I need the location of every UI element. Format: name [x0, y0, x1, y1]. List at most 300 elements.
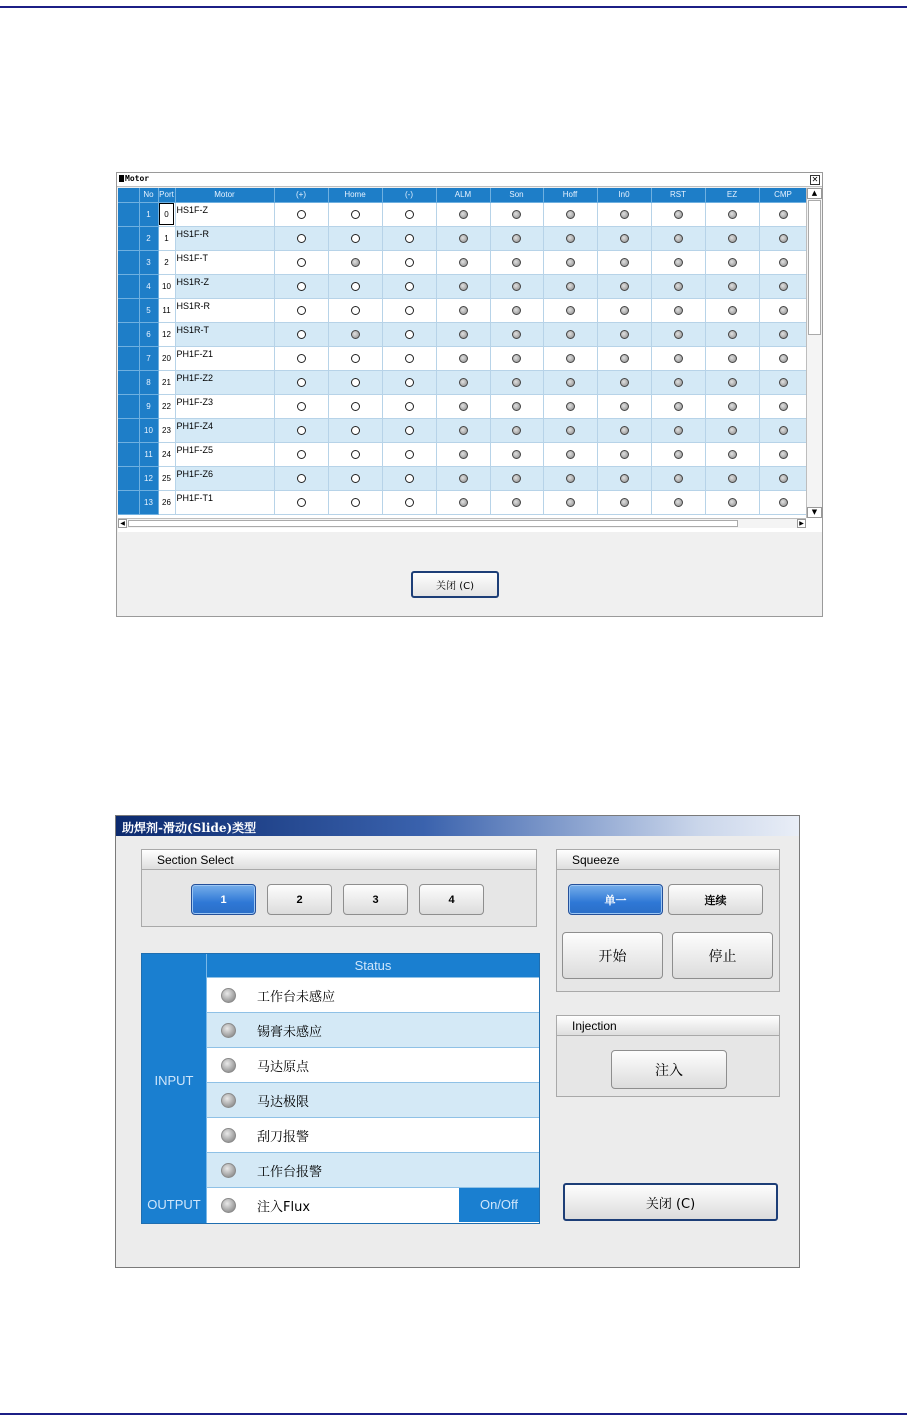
signal-indicator-icon [512, 402, 521, 411]
port-cell[interactable]: 10 [158, 274, 175, 298]
signal-indicator-icon [512, 498, 521, 507]
h-scroll-thumb[interactable] [128, 520, 738, 527]
signal-indicator-icon [297, 210, 306, 219]
signal-indicator-icon [512, 474, 521, 483]
signal-indicator-icon [779, 474, 788, 483]
port-cell[interactable]: 0 [158, 202, 175, 226]
signal-indicator-icon [297, 282, 306, 291]
signal-indicator-icon [620, 498, 629, 507]
signal-indicator-icon [297, 258, 306, 267]
signal-cell [543, 274, 597, 298]
signal-indicator-icon [779, 426, 788, 435]
signal-indicator-icon [297, 426, 306, 435]
signal-cell [436, 466, 490, 490]
motor-name-cell[interactable]: PH1F-Z4 [175, 418, 274, 442]
section-3-button[interactable]: 3 [343, 884, 408, 915]
signal-cell [651, 202, 705, 226]
signal-indicator-icon [405, 210, 414, 219]
signal-indicator-icon [405, 354, 414, 363]
row-number: 9 [139, 394, 158, 418]
signal-cell [490, 466, 543, 490]
signal-indicator-icon [674, 282, 683, 291]
column-header[interactable]: (+) [274, 188, 328, 202]
row-number: 11 [139, 442, 158, 466]
signal-cell [543, 466, 597, 490]
row-number: 1 [139, 202, 158, 226]
signal-indicator-icon [566, 450, 575, 459]
table-row[interactable] [118, 274, 807, 298]
signal-cell [543, 418, 597, 442]
motor-name-cell[interactable]: HS1R-T [175, 322, 274, 346]
output-row [206, 1187, 539, 1223]
signal-cell [274, 466, 328, 490]
signal-cell [705, 346, 759, 370]
row-selector[interactable] [118, 226, 139, 250]
status-text: 马达原点 [257, 1059, 310, 1075]
squeeze-start-button[interactable]: 开始 [562, 932, 663, 979]
table-row[interactable] [118, 322, 807, 346]
onoff-button[interactable]: On/Off [459, 1188, 539, 1222]
motor-name-cell[interactable]: HS1F-R [175, 226, 274, 250]
signal-indicator-icon [351, 450, 360, 459]
status-text: 马达极限 [257, 1094, 310, 1110]
signal-indicator-icon [620, 402, 629, 411]
signal-cell [490, 202, 543, 226]
signal-indicator-icon [620, 258, 629, 267]
signal-cell [651, 370, 705, 394]
table-row[interactable] [118, 298, 807, 322]
signal-indicator-icon [512, 426, 521, 435]
row-selector[interactable] [118, 202, 139, 226]
signal-cell [382, 274, 436, 298]
row-selector[interactable] [118, 298, 139, 322]
signal-indicator-icon [405, 450, 414, 459]
section-1-button[interactable]: 1 [191, 884, 256, 915]
signal-cell [759, 274, 807, 298]
signal-cell [328, 274, 382, 298]
signal-indicator-icon [779, 210, 788, 219]
signal-cell [597, 226, 651, 250]
signal-cell [759, 226, 807, 250]
signal-cell [705, 466, 759, 490]
bottom-rule [0, 1413, 907, 1415]
scroll-up-icon[interactable]: ▲ [807, 188, 822, 199]
signal-cell [328, 466, 382, 490]
status-text: 锡膏未感应 [257, 1024, 323, 1040]
signal-cell [274, 202, 328, 226]
table-row[interactable] [118, 490, 807, 514]
signal-indicator-icon [779, 258, 788, 267]
signal-indicator-icon [512, 234, 521, 243]
signal-cell [382, 298, 436, 322]
squeeze-stop-button[interactable]: 停止 [672, 932, 773, 979]
signal-cell [651, 346, 705, 370]
motor-name-cell[interactable]: HS1R-R [175, 298, 274, 322]
table-row[interactable] [118, 226, 807, 250]
motor-name-cell[interactable]: HS1R-Z [175, 274, 274, 298]
signal-indicator-icon [566, 498, 575, 507]
signal-indicator-icon [459, 234, 468, 243]
signal-indicator-icon [297, 330, 306, 339]
signal-cell [274, 394, 328, 418]
motor-name-cell[interactable]: PH1F-Z2 [175, 370, 274, 394]
signal-indicator-icon [459, 282, 468, 291]
signal-cell [651, 322, 705, 346]
signal-indicator-icon [459, 306, 468, 315]
signal-indicator-icon [351, 306, 360, 315]
signal-cell [597, 442, 651, 466]
row-number: 8 [139, 370, 158, 394]
status-led [221, 988, 236, 1003]
row-selector[interactable] [118, 250, 139, 274]
signal-indicator-icon [674, 210, 683, 219]
motor-title-bar [117, 173, 822, 187]
signal-cell [597, 466, 651, 490]
signal-indicator-icon [405, 282, 414, 291]
signal-cell [490, 250, 543, 274]
signal-indicator-icon [728, 498, 737, 507]
signal-cell [382, 250, 436, 274]
signal-cell [597, 274, 651, 298]
signal-cell [382, 370, 436, 394]
signal-indicator-icon [620, 354, 629, 363]
signal-indicator-icon [512, 258, 521, 267]
signal-cell [274, 226, 328, 250]
signal-cell [543, 298, 597, 322]
signal-indicator-icon [459, 426, 468, 435]
inject-button[interactable]: 注入 [611, 1050, 727, 1089]
signal-indicator-icon [674, 306, 683, 315]
vertical-scrollbar[interactable] [806, 188, 822, 518]
signal-cell [274, 274, 328, 298]
squeeze-single-button[interactable]: 单一 [568, 884, 663, 915]
signal-indicator-icon [620, 234, 629, 243]
table-row[interactable] [118, 442, 807, 466]
signal-cell [705, 202, 759, 226]
column-header[interactable]: (-) [382, 188, 436, 202]
signal-indicator-icon [728, 354, 737, 363]
column-header[interactable]: No [139, 188, 158, 202]
signal-cell [759, 250, 807, 274]
flux-window [115, 815, 800, 1268]
signal-cell [705, 250, 759, 274]
signal-indicator-icon [512, 354, 521, 363]
signal-indicator-icon [728, 402, 737, 411]
signal-cell [705, 298, 759, 322]
column-header[interactable]: EZ [705, 188, 759, 202]
signal-cell [328, 394, 382, 418]
signal-cell [759, 202, 807, 226]
row-selector[interactable] [118, 370, 139, 394]
output-led [221, 1198, 236, 1213]
signal-indicator-icon [459, 474, 468, 483]
signal-cell [382, 418, 436, 442]
signal-indicator-icon [297, 306, 306, 315]
port-cell[interactable]: 23 [158, 418, 175, 442]
port-cell[interactable]: 11 [158, 298, 175, 322]
signal-cell [436, 490, 490, 514]
signal-cell [274, 298, 328, 322]
signal-cell [490, 490, 543, 514]
port-cell[interactable]: 25 [158, 466, 175, 490]
signal-indicator-icon [674, 474, 683, 483]
flux-title-bar: 助焊剂-滑动(Slide)类型 [116, 816, 799, 836]
column-header[interactable]: ALM [436, 188, 490, 202]
signal-cell [705, 274, 759, 298]
table-row[interactable] [118, 418, 807, 442]
row-number: 7 [139, 346, 158, 370]
signal-cell [490, 442, 543, 466]
signal-cell [436, 322, 490, 346]
table-row[interactable] [118, 466, 807, 490]
status-led [221, 1128, 236, 1143]
signal-indicator-icon [405, 258, 414, 267]
column-header[interactable]: Motor [175, 188, 274, 202]
signal-indicator-icon [459, 450, 468, 459]
squeeze-group [556, 849, 780, 992]
signal-cell [382, 346, 436, 370]
signal-cell [436, 202, 490, 226]
signal-cell [490, 274, 543, 298]
signal-indicator-icon [351, 402, 360, 411]
row-selector[interactable] [118, 394, 139, 418]
signal-cell [597, 490, 651, 514]
signal-cell [759, 394, 807, 418]
signal-indicator-icon [405, 402, 414, 411]
row-selector[interactable] [118, 442, 139, 466]
squeeze-continuous-button[interactable]: 连续 [668, 884, 763, 915]
signal-cell [274, 370, 328, 394]
signal-cell [705, 370, 759, 394]
signal-cell [328, 346, 382, 370]
column-header[interactable]: In0 [597, 188, 651, 202]
motor-name-cell[interactable]: HS1F-Z [175, 202, 274, 226]
signal-indicator-icon [779, 306, 788, 315]
signal-cell [759, 298, 807, 322]
signal-cell [274, 442, 328, 466]
column-header[interactable]: RST [651, 188, 705, 202]
signal-cell [543, 370, 597, 394]
signal-cell [436, 226, 490, 250]
signal-cell [651, 466, 705, 490]
signal-cell [328, 442, 382, 466]
port-cell[interactable]: 24 [158, 442, 175, 466]
signal-indicator-icon [566, 210, 575, 219]
section-select-group [141, 849, 537, 927]
table-row[interactable] [118, 394, 807, 418]
signal-cell [328, 298, 382, 322]
row-selector-header [118, 188, 139, 202]
top-rule [0, 6, 907, 8]
status-label-column [142, 954, 206, 1223]
signal-cell [543, 250, 597, 274]
signal-indicator-icon [512, 450, 521, 459]
signal-cell [490, 322, 543, 346]
signal-cell [328, 250, 382, 274]
signal-cell [651, 274, 705, 298]
column-header[interactable]: Son [490, 188, 543, 202]
signal-cell [705, 226, 759, 250]
motor-close-button[interactable]: 关闭 (C) [411, 571, 499, 598]
signal-indicator-icon [566, 402, 575, 411]
row-number: 2 [139, 226, 158, 250]
signal-indicator-icon [779, 354, 788, 363]
signal-cell [490, 418, 543, 442]
signal-indicator-icon [620, 210, 629, 219]
row-selector[interactable] [118, 322, 139, 346]
signal-cell [382, 322, 436, 346]
signal-indicator-icon [405, 498, 414, 507]
signal-indicator-icon [351, 474, 360, 483]
signal-indicator-icon [297, 354, 306, 363]
signal-indicator-icon [674, 354, 683, 363]
status-row [206, 977, 539, 1012]
signal-indicator-icon [728, 378, 737, 387]
motor-name-cell[interactable]: PH1F-Z1 [175, 346, 274, 370]
column-header[interactable]: Home [328, 188, 382, 202]
row-selector[interactable] [118, 490, 139, 514]
signal-indicator-icon [351, 378, 360, 387]
signal-cell [543, 202, 597, 226]
signal-indicator-icon [351, 498, 360, 507]
column-header[interactable]: Port [158, 188, 175, 202]
signal-cell [543, 226, 597, 250]
signal-cell [705, 322, 759, 346]
scroll-thumb[interactable] [808, 200, 821, 335]
table-row[interactable] [118, 346, 807, 370]
row-selector[interactable] [118, 346, 139, 370]
input-label: INPUT [154, 1073, 194, 1088]
status-table [141, 953, 540, 1224]
port-cell[interactable]: 12 [158, 322, 175, 346]
status-text: 刮刀报警 [257, 1129, 310, 1145]
signal-indicator-icon [674, 234, 683, 243]
signal-cell [436, 274, 490, 298]
signal-cell [328, 322, 382, 346]
port-cell[interactable]: 22 [158, 394, 175, 418]
status-row [206, 1082, 539, 1117]
signal-indicator-icon [459, 330, 468, 339]
signal-indicator-icon [512, 330, 521, 339]
section-4-button[interactable]: 4 [419, 884, 484, 915]
signal-indicator-icon [405, 330, 414, 339]
injection-label: Injection [557, 1016, 779, 1036]
signal-cell [274, 322, 328, 346]
signal-indicator-icon [566, 258, 575, 267]
signal-indicator-icon [620, 378, 629, 387]
scroll-down-icon[interactable]: ▼ [807, 507, 822, 518]
signal-cell [705, 418, 759, 442]
signal-cell [328, 490, 382, 514]
scroll-left-icon[interactable]: ◀ [118, 519, 127, 528]
signal-cell [759, 490, 807, 514]
flux-close-button[interactable]: 关闭 (C) [563, 1183, 778, 1221]
section-2-button[interactable]: 2 [267, 884, 332, 915]
signal-cell [597, 298, 651, 322]
table-row[interactable] [118, 202, 807, 226]
signal-indicator-icon [405, 474, 414, 483]
signal-cell [759, 418, 807, 442]
status-led [221, 1023, 236, 1038]
motor-name-cell[interactable]: PH1F-T1 [175, 490, 274, 514]
signal-indicator-icon [459, 402, 468, 411]
port-cell[interactable]: 26 [158, 490, 175, 514]
column-header[interactable]: CMP [759, 188, 807, 202]
status-row [206, 1012, 539, 1047]
port-cell[interactable]: 20 [158, 346, 175, 370]
signal-indicator-icon [566, 330, 575, 339]
signal-indicator-icon [674, 402, 683, 411]
signal-cell [759, 370, 807, 394]
signal-cell [597, 322, 651, 346]
signal-indicator-icon [566, 234, 575, 243]
column-header[interactable]: Hoff [543, 188, 597, 202]
status-led [221, 1163, 236, 1178]
signal-indicator-icon [566, 354, 575, 363]
motor-title: Motor [119, 174, 149, 183]
row-number: 12 [139, 466, 158, 490]
signal-cell [436, 370, 490, 394]
signal-indicator-icon [297, 402, 306, 411]
signal-cell [490, 226, 543, 250]
signal-cell [328, 370, 382, 394]
signal-cell [543, 322, 597, 346]
motor-name-cell[interactable]: PH1F-Z6 [175, 466, 274, 490]
signal-cell [328, 226, 382, 250]
signal-indicator-icon [779, 330, 788, 339]
signal-indicator-icon [459, 498, 468, 507]
signal-indicator-icon [674, 378, 683, 387]
port-cell[interactable]: 1 [158, 226, 175, 250]
signal-cell [436, 394, 490, 418]
motor-name-cell[interactable]: PH1F-Z5 [175, 442, 274, 466]
signal-cell [759, 466, 807, 490]
signal-indicator-icon [459, 354, 468, 363]
motor-name-cell[interactable]: PH1F-Z3 [175, 394, 274, 418]
table-row[interactable] [118, 250, 807, 274]
signal-cell [543, 346, 597, 370]
signal-indicator-icon [728, 474, 737, 483]
status-header: Status [206, 954, 539, 977]
signal-cell [328, 418, 382, 442]
signal-cell [705, 490, 759, 514]
motor-name-cell[interactable]: HS1F-T [175, 250, 274, 274]
row-number: 13 [139, 490, 158, 514]
horizontal-scrollbar[interactable] [118, 518, 806, 528]
signal-indicator-icon [728, 330, 737, 339]
signal-indicator-icon [405, 426, 414, 435]
signal-cell [436, 346, 490, 370]
signal-indicator-icon [779, 402, 788, 411]
port-cell[interactable]: 2 [158, 250, 175, 274]
signal-cell [759, 346, 807, 370]
status-led [221, 1058, 236, 1073]
row-selector[interactable] [118, 466, 139, 490]
scroll-right-icon[interactable]: ▶ [797, 519, 806, 528]
table-row[interactable] [118, 370, 807, 394]
signal-indicator-icon [351, 426, 360, 435]
signal-indicator-icon [297, 474, 306, 483]
signal-indicator-icon [512, 306, 521, 315]
signal-cell [436, 418, 490, 442]
signal-indicator-icon [351, 282, 360, 291]
port-cell[interactable]: 21 [158, 370, 175, 394]
signal-indicator-icon [566, 282, 575, 291]
close-icon[interactable]: ✕ [811, 175, 819, 184]
signal-cell [274, 250, 328, 274]
row-selector[interactable] [118, 418, 139, 442]
row-selector[interactable] [118, 274, 139, 298]
